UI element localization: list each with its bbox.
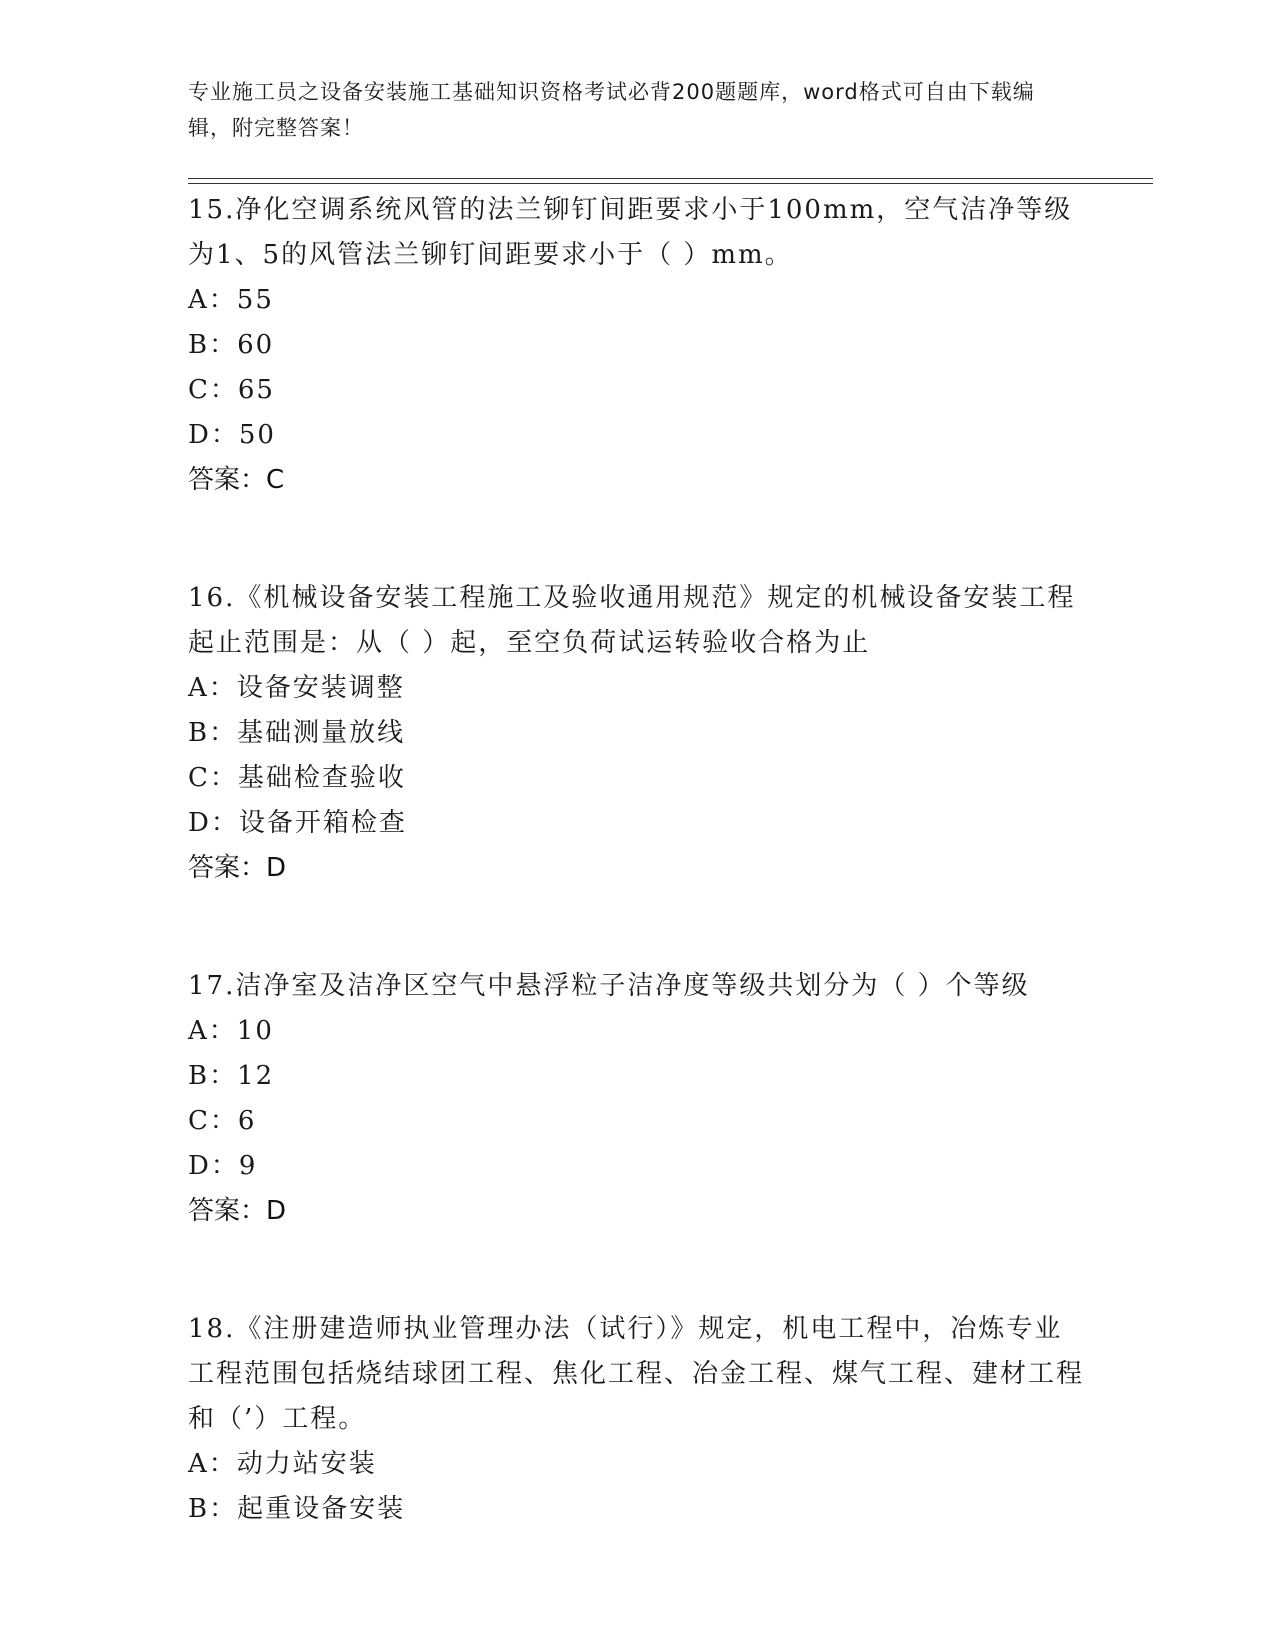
option-c: C：6 [188,1106,257,1136]
option-a: A：55 [188,285,274,315]
question-16 [188,576,1088,891]
option-d: D：9 [188,1151,258,1181]
option-a: A：动力站安装 [188,1449,377,1479]
question-15 [188,188,1088,503]
header-divider-bottom [188,183,1153,184]
answer-line: 答案：D [188,853,287,883]
option-b: B：起重设备安装 [188,1494,406,1524]
question-gap [188,1234,1088,1307]
option-d: D：50 [188,420,276,450]
question-text: 17.洁净室及洁净区空气中悬浮粒子洁净度等级共划分为（ ）个等级 [188,971,1030,1001]
document-header: 专业施工员之设备安装施工基础知识资格考试必背200题题库，word格式可自由下载编辑，附完整答案！ [188,80,1035,140]
option-d: D：设备开箱检查 [188,808,407,838]
answer-line: 答案：D [188,1196,287,1226]
question-18 [188,1307,1088,1532]
question-text: 18.《注册建造师执业管理办法（试行）》规定，机电工程中，冶炼专业工程范围包括烧结球团工程、焦化工程、冶金工程、煤气工程、建材工程和（’）工程。 [188,1314,1085,1434]
option-b: B：基础测量放线 [188,718,406,748]
question-text: 15.净化空调系统风管的法兰铆钉间距要求小于100mm，空气洁净等级为1、5的风管法兰铆钉间距要求小于（ ）mm。 [188,195,1073,270]
option-c: C：基础检查验收 [188,763,406,793]
option-b: B：12 [188,1061,275,1091]
option-a: A：10 [188,1016,274,1046]
question-gap [188,503,1088,576]
header-divider-top [188,178,1153,179]
question-gap [188,891,1088,964]
option-c: C：65 [188,375,275,405]
option-a: A：设备安装调整 [188,673,405,703]
option-b: B：60 [188,330,275,360]
question-17 [188,964,1088,1234]
question-list [188,188,1088,1532]
question-text: 16.《机械设备安装工程施工及验收通用规范》规定的机械设备安装工程起止范围是：从（ ）起，至空负荷试运转验收合格为止 [188,583,1076,658]
answer-line: 答案：C [188,465,285,495]
